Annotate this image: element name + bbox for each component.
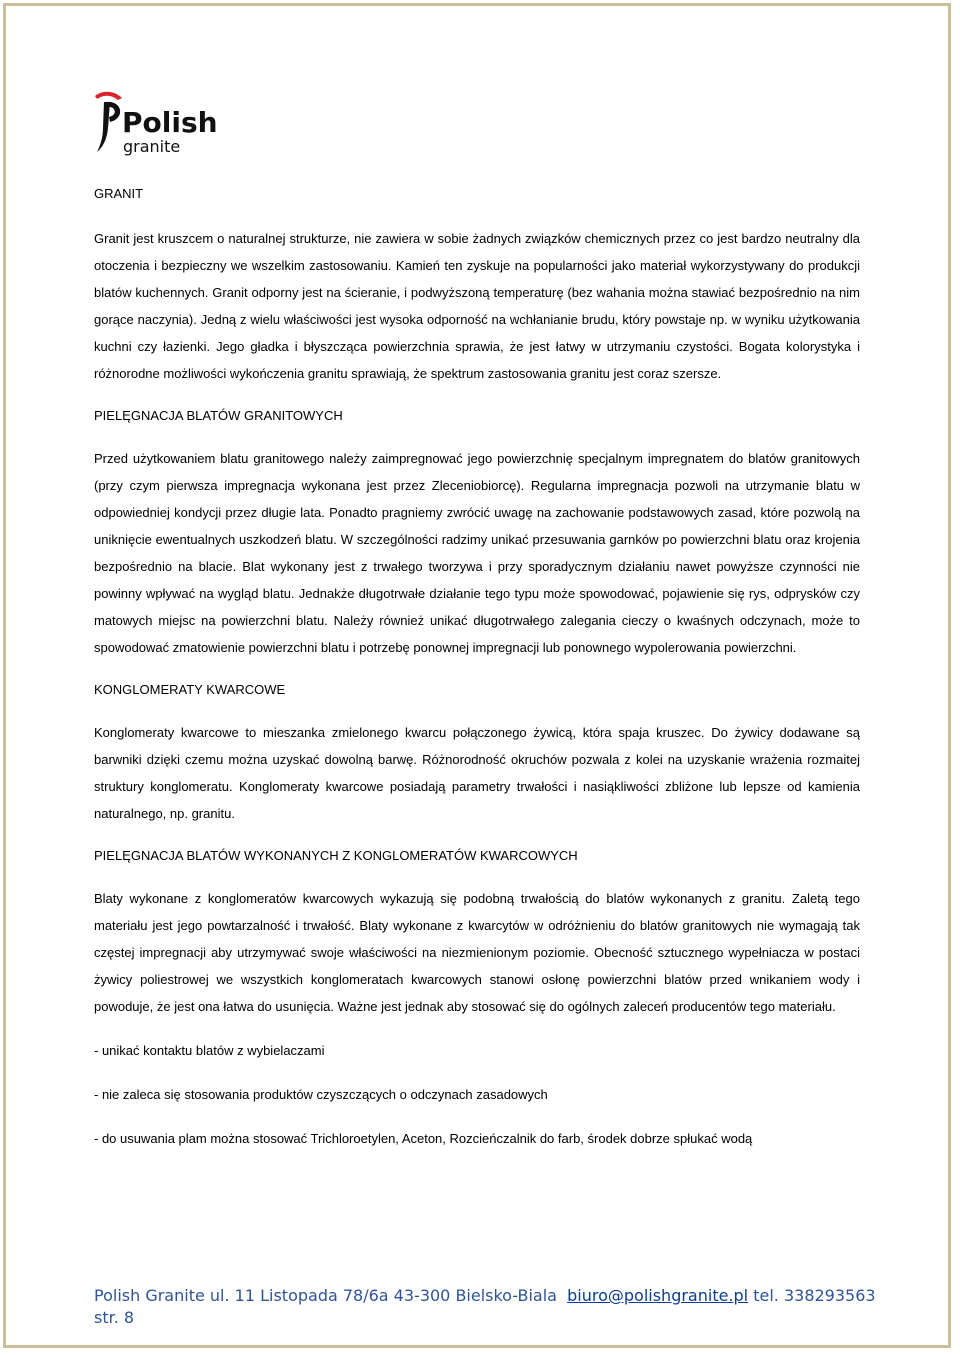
page-footer — [94, 1285, 894, 1329]
section-paragraph-pielegnacja-konglomeraty: Blaty wykonane z konglomeratów kwarcowych wykazują się podobną trwałością do blatów wykonanych z granitu. Zaletą tego materiału jest jego powtarzalność i trwałość. Blaty wykonane z kwarcytów w odróżnieniu do blatów granitowych nie wymagają tak częstej impregnacji aby utrzymywać swoje właściwości na niezmienionym poziomie. Obecność sztucznego wypełniacza w postaci żywicy poliestrowej we wszystkich konglomeratach kwarcowych stanowi osłonę powierzchni blatów przed wnikaniem wody i powoduje, że jest ona łatwa do usunięcia. Ważne jest jednak aby stosować się do ogólnych zaleceń producentów tego materiału. — [94, 891, 860, 1014]
document-body — [94, 182, 860, 1152]
section-heading-granit: GRANIT — [94, 186, 144, 201]
footer-address: Polish Granite ul. 11 Listopada 78/6a 43-300 Bielsko-Biala — [94, 1286, 557, 1305]
section-heading-konglomeraty: KONGLOMERATY KWARCOWE — [94, 682, 286, 697]
section-heading-pielegnacja-konglomeraty: PIELĘGNACJA BLATÓW WYKONANYCH Z KONGLOMERATÓW KWARCOWYCH — [94, 848, 578, 863]
logo-mark-icon — [92, 88, 218, 156]
page-number: str. 8 — [94, 1308, 135, 1327]
list-item: - do usuwania plam można stosować Trichloroetylen, Aceton, Rozcieńczalnik do farb, środek dobrze spłukać wodą — [94, 1131, 753, 1146]
svg-text:granite: granite — [123, 137, 181, 156]
svg-text:Polish: Polish — [122, 106, 218, 139]
footer-contact-line — [94, 1285, 894, 1307]
section-paragraph-konglomeraty: Konglomeraty kwarcowe to mieszanka zmielonego kwarcu połączonego żywicą, która spaja kruszec. Do żywicy dodawane są barwniki dzięki czemu można uzyskać dowolną barwę. Różnorodność okruchów pozwala z kolei na uzyskanie wrażenia rozmaitej struktury konglomeratu. Konglomeraty kwarcowe posiadają parametry trwałości i nasiąkliwości zbliżone lub lepsze od kamienia naturalnego, np. granitu. — [94, 725, 860, 821]
list-item: - nie zaleca się stosowania produktów czyszczących o odczynach zasadowych — [94, 1087, 548, 1102]
section-paragraph-granit: Granit jest kruszcem o naturalnej strukturze, nie zawiera w sobie żadnych związków chemicznych przez co jest bardzo neutralny dla otoczenia i bezpieczny we wszelkim zastosowaniu. Kamień ten zyskuje na popularności jako materiał wykorzystywany do produkcji blatów kuchennych. Granit odporny jest na ścieranie, i podwyższoną temperaturę (bez wahania można stawiać bezpośrednio na nim gorące naczynia). Jedną z wielu właściwości jest wysoka odporność na wchłanianie brudu, który powstaje np. w wyniku użytkowania kuchni czy łazienki. Jego gładka i błyszcząca powierzchnia sprawia, że jest łatwy w utrzymaniu czystości. Bogata kolorystyka i różnorodne możliwości wykończenia granitu sprawiają, że spektrum zastosowania granitu jest coraz szersze. — [94, 231, 860, 381]
list-item: - unikać kontaktu blatów z wybielaczami — [94, 1043, 325, 1058]
section-paragraph-pielegnacja-granit: Przed użytkowaniem blatu granitowego należy zaimpregnować jego powierzchnię specjalnym impregnatem do blatów granitowych (przy czym pierwsza impregnacja wykonana jest przez Zleceniobiorcę). Regularna impregnacja pozwoli na utrzymanie blatu w odpowiedniej kondycji przez długie lata. Ponadto pragniemy zwrócić uwagę na zachowanie podstawowych zasad, które pozwolą na uniknięcie ewentualnych uszkodzeń blatu. W szczególności radzimy unikać przesuwania garnków po powierzchni blatu oraz krojenia bezpośrednio na blacie. Blat wykonany jest z trwałego tworzywa i przy sporadycznym działaniu nawet powyższe czynności nie powinny wpływać na wygląd blatu. Jednakże długotrwałe działanie tego typu może spowodować, pojawienie się rys, odprysków czy matowych miejsc na powierzchni blatu. Należy również unikać długotrwałego zalegania cieczy o kwaśnych odczynach, może to spowodować zmatowienie powierzchni blatu i potrzebę ponownej impregnacji lub ponownego wypolerowania powierzchni. — [94, 451, 860, 655]
footer-phone: tel. 338293563 — [753, 1286, 876, 1305]
polish-granite-logo — [92, 88, 218, 156]
section-heading-pielegnacja-granit: PIELĘGNACJA BLATÓW GRANITOWYCH — [94, 408, 343, 423]
footer-email-link[interactable]: biuro@polishgranite.pl — [567, 1286, 749, 1305]
